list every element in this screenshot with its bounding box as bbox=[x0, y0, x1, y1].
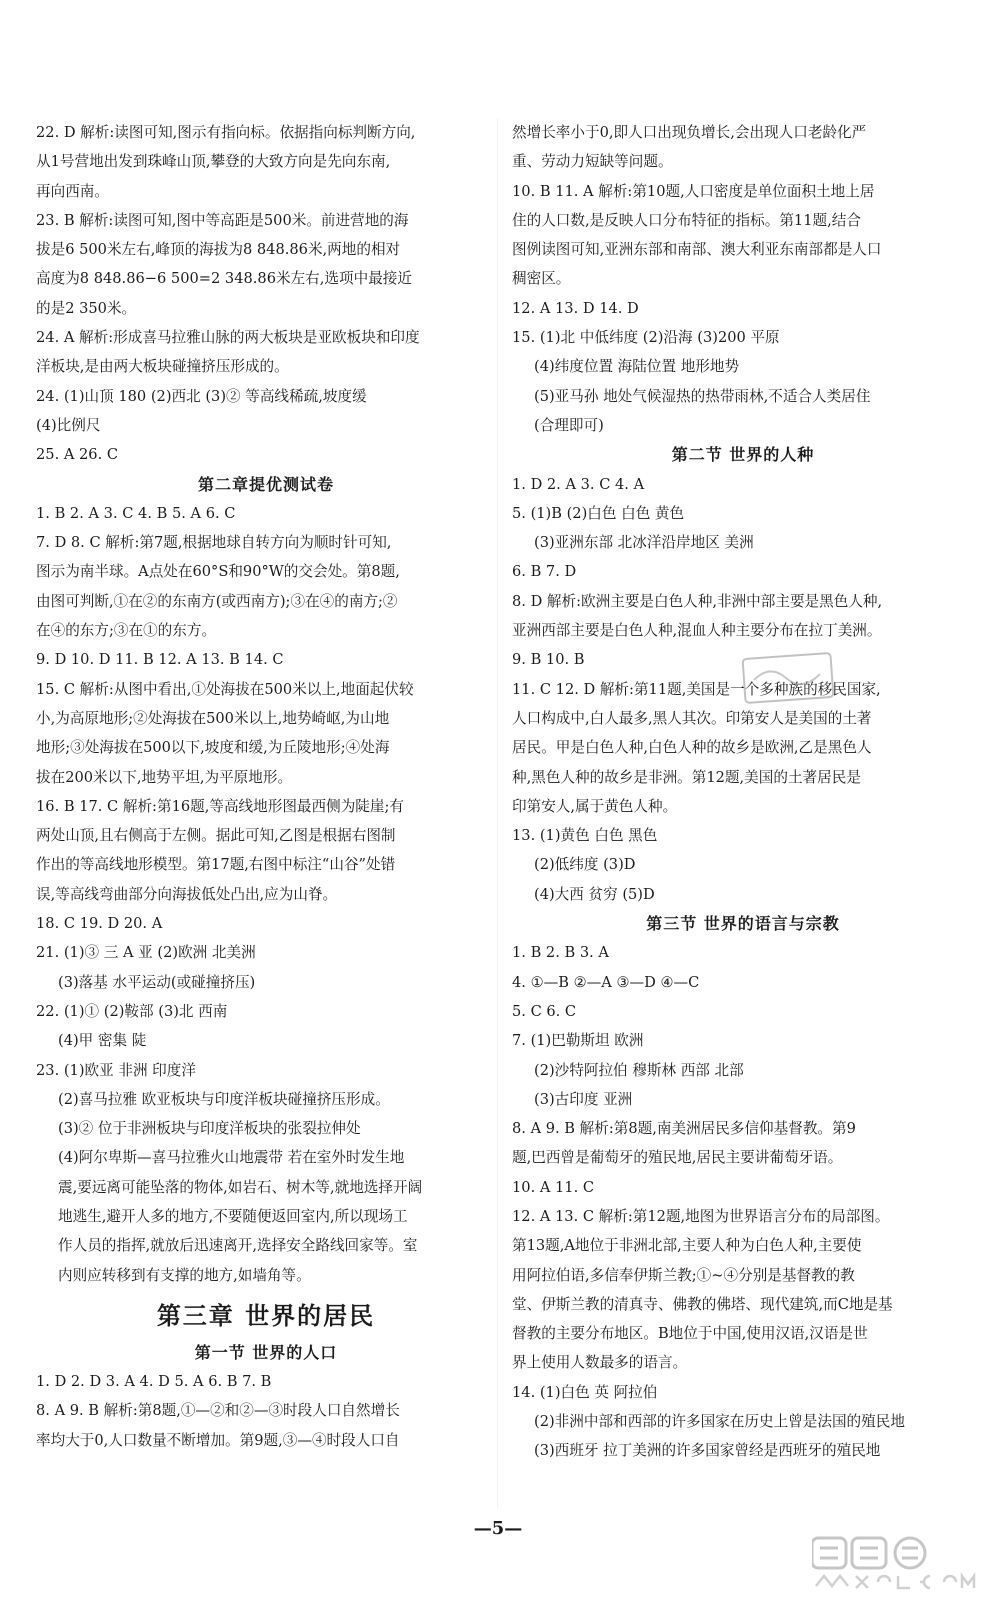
answer-line: 作出的等高线地形模型。第17题,右图中标注“山谷”处错 bbox=[36, 856, 396, 874]
watermark-logo bbox=[812, 1536, 982, 1592]
answer-line: 4. ①—B ②—A ③—D ④—C bbox=[512, 973, 700, 991]
answer-line: 在④的东方;③在①的东方。 bbox=[36, 622, 217, 640]
answer-line: 10. B 11. A 解析:第10题,人口密度是单位面积土地上居 bbox=[512, 182, 875, 200]
answer-line: 7. D 8. C 解析:第7题,根据地球自转方向为顺时针可知, bbox=[36, 534, 392, 552]
right-column bbox=[512, 118, 974, 1466]
answer-line: 10. A 11. C bbox=[512, 1178, 595, 1196]
answer-line: 22. (1)① (2)鞍部 (3)北 西南 bbox=[36, 1002, 228, 1020]
answer-line: 误,等高线弯曲部分向海拔低处凸出,应为山脊。 bbox=[36, 885, 338, 903]
answer-line: 堂、伊斯兰教的清真寺、佛教的佛塔、现代建筑,而C地是基 bbox=[512, 1295, 893, 1313]
answer-line: 1. D 2. D 3. A 4. D 5. A 6. B 7. B bbox=[36, 1373, 272, 1391]
answer-line: 拔是6 500米左右,峰顶的海拔为8 848.86米,两地的相对 bbox=[36, 241, 401, 259]
answer-line: 重、劳动力短缺等问题。 bbox=[512, 153, 673, 171]
answer-line: 7. (1)巴勒斯坦 欧洲 bbox=[512, 1032, 644, 1050]
answer-line: 12. A 13. C 解析:第12题,地图为世界语言分布的局部图。 bbox=[512, 1207, 890, 1225]
answer-line: 由图可判断,①在②的东南方(或西南方);③在④的南方;② bbox=[36, 592, 398, 610]
answer-line: 拔在200米以下,地势平坦,为平原地形。 bbox=[36, 768, 293, 786]
answer-line: 8. A 9. B 解析:第8题,南美洲居民多信仰基督教。第9 bbox=[512, 1120, 856, 1138]
answer-line: 小,为高原地形;②处海拔在500米以上,地势崎岖,为山地 bbox=[36, 709, 390, 727]
section-title: 第一节 世界的人口 bbox=[194, 1342, 338, 1362]
chapter-title: 第三章 世界的居民 bbox=[156, 1300, 376, 1330]
answer-line: 的是2 350米。 bbox=[36, 299, 137, 317]
answer-line: 8. D 解析:欧洲主要是白色人种,非洲中部主要是黑色人种, bbox=[512, 592, 883, 610]
answer-line: 界上使用人数最多的语言。 bbox=[512, 1354, 688, 1372]
answer-line: 再向西南。 bbox=[36, 182, 109, 200]
answer-line: 地形;③处海拔在500以下,坡度和缓,为丘陵地形;④处海 bbox=[36, 739, 390, 757]
answer-line: 15. (1)北 中低纬度 (2)沿海 (3)200 平原 bbox=[512, 329, 780, 347]
answer-line: 稠密区。 bbox=[512, 270, 571, 288]
answer-line: 用阿拉伯语,多信奉伊斯兰教;①~④分别是基督教的教 bbox=[512, 1266, 855, 1284]
answer-line: 13. (1)黄色 白色 黑色 bbox=[512, 827, 658, 845]
answer-line: 然增长率小于0,即人口出现负增长,会出现人口老龄化严 bbox=[512, 124, 867, 141]
answer-line: (2)低纬度 (3)D bbox=[534, 856, 636, 874]
answer-line: 23. (1)欧亚 非洲 印度洋 bbox=[36, 1061, 196, 1079]
answer-line: 作人员的指挥,就放后迅速离开,选择安全路线回家等。室 bbox=[58, 1237, 418, 1255]
answer-line: 1. B 2. B 3. A bbox=[512, 944, 609, 962]
answer-line: 8. A 9. B 解析:第8题,①—②和②—③时段人口自然增长 bbox=[36, 1402, 400, 1420]
column-divider bbox=[497, 118, 498, 1508]
answer-line: 24. A 解析:形成喜马拉雅山脉的两大板块是亚欧板块和印度 bbox=[36, 329, 420, 347]
answer-line: 9. D 10. D 11. B 12. A 13. B 14. C bbox=[36, 651, 284, 669]
answer-line: (3)西班牙 拉丁美洲的许多国家曾经是西班牙的殖民地 bbox=[534, 1442, 881, 1460]
stamp-mark bbox=[740, 650, 836, 706]
answer-line: (4)甲 密集 陡 bbox=[58, 1032, 147, 1050]
answer-line: 两处山顶,且右侧高于左侧。据此可知,乙图是根据右图制 bbox=[36, 827, 396, 845]
answer-line: 25. A 26. C bbox=[36, 446, 119, 464]
answer-line: (3)② 位于非洲板块与印度洋板块的张裂拉伸处 bbox=[58, 1120, 361, 1138]
answer-line: 15. C 解析:从图中看出,①处海拔在500米以上,地面起伏较 bbox=[36, 680, 414, 698]
answer-line: 率均大于0,人口数量不断增加。第9题,③—④时段人口自 bbox=[36, 1431, 400, 1449]
answer-line: (2)喜马拉雅 欧亚板块与印度洋板块碰撞挤压形成。 bbox=[58, 1090, 390, 1108]
answer-line: 24. (1)山顶 180 (2)西北 (3)② 等高线稀疏,坡度缓 bbox=[36, 387, 367, 405]
answer-line: (3)落基 水平运动(或碰撞挤压) bbox=[58, 973, 256, 991]
answer-line: 14. (1)白色 英 阿拉伯 bbox=[512, 1383, 658, 1401]
answer-line: (2)非洲中部和西部的许多国家在历史上曾是法国的殖民地 bbox=[534, 1413, 905, 1431]
answer-line: (4)大西 贫穷 (5)D bbox=[534, 885, 655, 903]
answer-line: 1. B 2. A 3. C 4. B 5. A 6. C bbox=[36, 504, 236, 522]
answer-line: (4)比例尺 bbox=[36, 416, 101, 434]
answer-line: 从1号营地出发到珠峰山顶,攀登的大致方向是先向东南, bbox=[36, 153, 391, 171]
answer-line: 种,黑色人种的故乡是非洲。第12题,美国的土著居民是 bbox=[512, 768, 861, 786]
answer-line: 1. D 2. A 3. C 4. A bbox=[512, 475, 645, 493]
left-column bbox=[36, 118, 496, 1455]
answer-line: 震,要远离可能坠落的物体,如岩石、树木等,就地选择开阔 bbox=[58, 1178, 423, 1196]
section-title: 第三节 世界的语言与宗教 bbox=[646, 914, 840, 934]
answer-line: 21. (1)③ 三 A 亚 (2)欧洲 北美洲 bbox=[36, 944, 256, 962]
answer-line: (4)阿尔卑斯—喜马拉雅火山地震带 若在室外时发生地 bbox=[58, 1149, 405, 1167]
answer-line: 印第安人,属于黄色人种。 bbox=[512, 797, 678, 815]
answer-line: 5. (1)B (2)白色 白色 黄色 bbox=[512, 504, 685, 522]
answer-line: 人口构成中,白人最多,黑人其次。印第安人是美国的土著 bbox=[512, 709, 872, 727]
section-title: 第二节 世界的人种 bbox=[671, 445, 815, 465]
answer-line: (3)古印度 亚洲 bbox=[534, 1090, 633, 1108]
answer-line: (4)纬度位置 海陆位置 地形地势 bbox=[534, 358, 740, 376]
answer-line: 9. B 10. B bbox=[512, 651, 585, 669]
answer-line: 高度为8 848.86−6 500=2 348.86米左右,选项中最接近 bbox=[36, 270, 412, 288]
answer-line: 第13题,A地位于非洲北部,主要人种为白色人种,主要使 bbox=[512, 1237, 862, 1255]
answer-line: 12. A 13. D 14. D bbox=[512, 299, 639, 317]
answer-line: 亚洲西部主要是白色人种,混血人种主要分布在拉丁美洲。 bbox=[512, 622, 882, 640]
answer-line: 16. B 17. C 解析:第16题,等高线地形图最西侧为陡崖;有 bbox=[36, 797, 405, 815]
answer-line: 题,巴西曾是葡萄牙的殖民地,居民主要讲葡萄牙语。 bbox=[512, 1149, 843, 1167]
section-title: 第二章提优测试卷 bbox=[197, 474, 334, 494]
answer-line: 图示为南半球。A点处在60°S和90°W的交会处。第8题, bbox=[36, 563, 400, 581]
answer-line: 6. B 7. D bbox=[512, 563, 577, 581]
answer-line: 18. C 19. D 20. A bbox=[36, 915, 163, 933]
answer-line: 居民。甲是白色人种,白色人种的故乡是欧洲,乙是黑色人 bbox=[512, 739, 872, 757]
answer-line: 督教的主要分布地区。B地位于中国,使用汉语,汉语是世 bbox=[512, 1325, 868, 1343]
answer-line: (3)亚洲东部 北冰洋沿岸地区 美洲 bbox=[534, 534, 754, 552]
answer-line: 洋板块,是由两大板块碰撞挤压形成的。 bbox=[36, 358, 289, 376]
answer-line: 22. D 解析:读图可知,图示有指向标。依据指向标判断方向, bbox=[36, 124, 416, 141]
page-number: —5— bbox=[473, 1518, 523, 1539]
answer-line: (2)沙特阿拉伯 穆斯林 西部 北部 bbox=[534, 1061, 744, 1079]
answer-line: (合理即可) bbox=[534, 416, 604, 434]
answer-line: 地逃生,避开人多的地方,不要随便返回室内,所以现场工 bbox=[58, 1207, 408, 1225]
answer-line: 图例读图可知,亚洲东部和南部、澳大利亚东南部都是人口 bbox=[512, 241, 882, 259]
answer-line: (5)亚马孙 地处气候湿热的热带雨林,不适合人类居住 bbox=[534, 387, 871, 405]
answer-line: 内则应转移到有支撑的地方,如墙角等。 bbox=[58, 1266, 311, 1284]
answer-line: 5. C 6. C bbox=[512, 1002, 577, 1020]
answer-line: 11. C 12. D 解析:第11题,美国是一个多种族的移民国家, bbox=[512, 680, 881, 698]
answer-line: 住的人口数,是反映人口分布特征的指标。第11题,结合 bbox=[512, 211, 861, 229]
answer-line: 23. B 解析:读图可知,图中等高距是500米。前进营地的海 bbox=[36, 211, 409, 229]
